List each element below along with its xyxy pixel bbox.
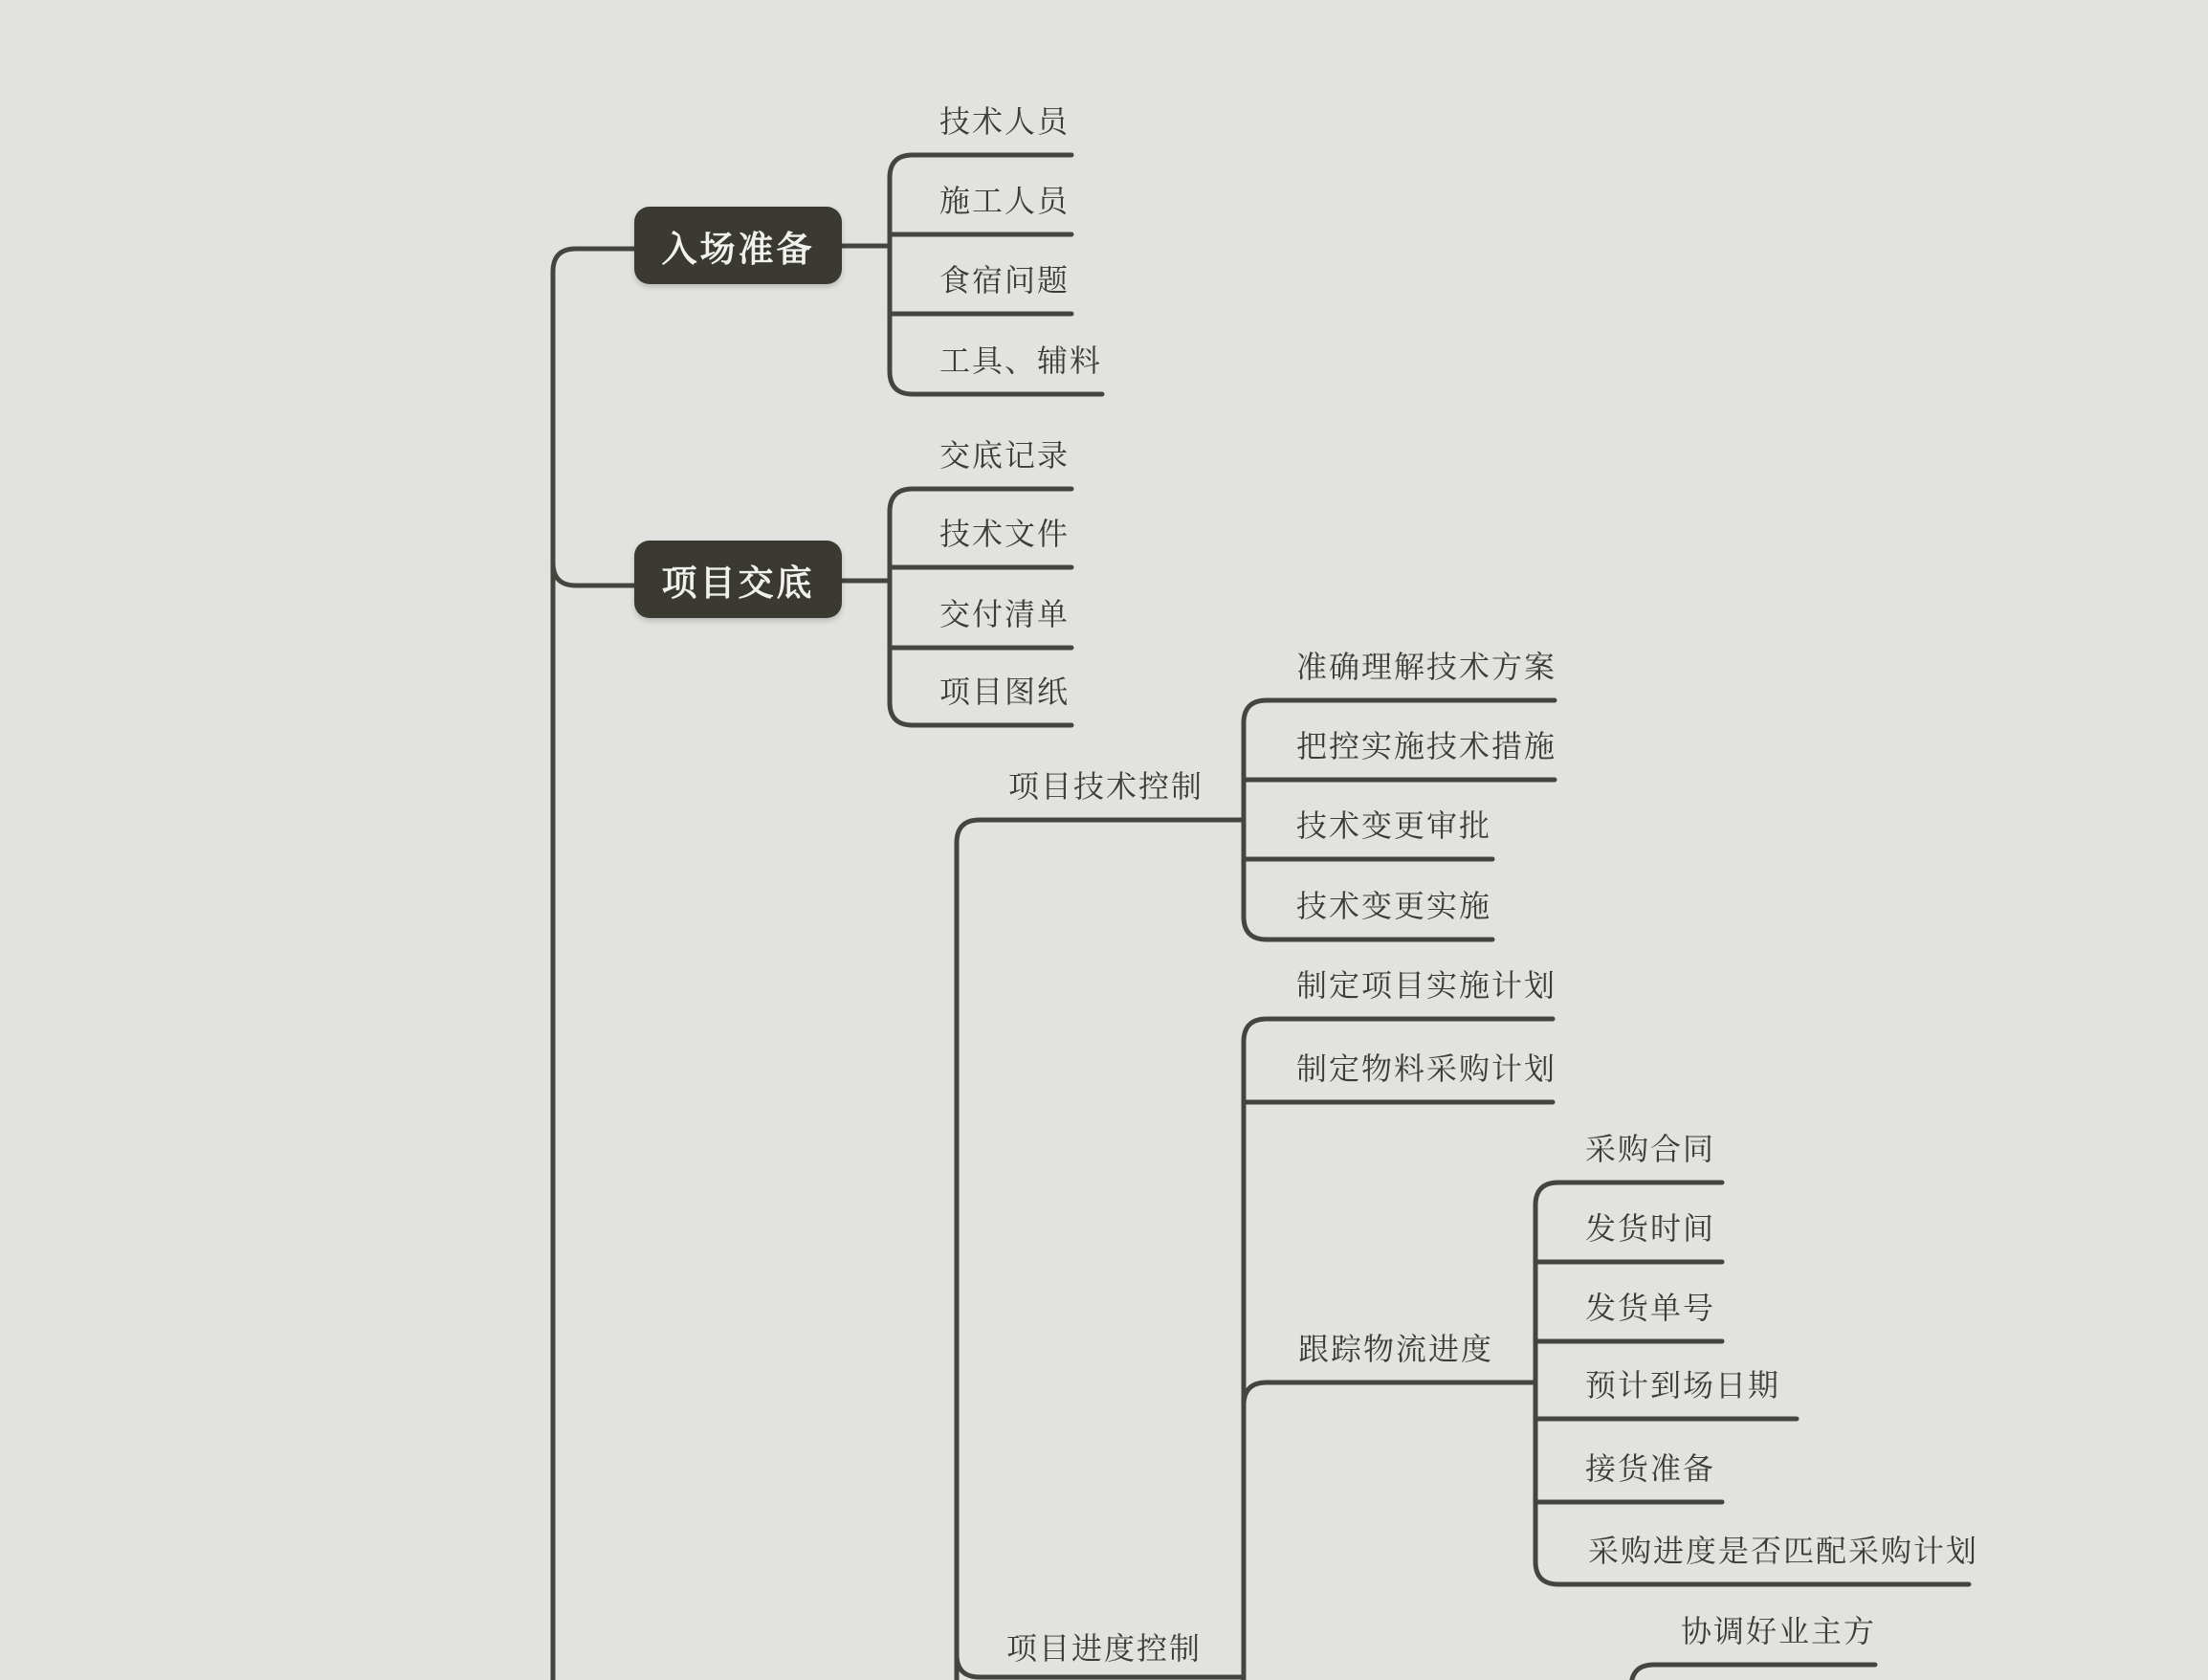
node-change-approval[interactable]: 技术变更审批 [1296, 808, 1492, 843]
node-technical-staff[interactable]: 技术人员 [939, 104, 1071, 139]
node-procurement-plan[interactable]: 制定物料采购计划 [1296, 1051, 1557, 1086]
node-track-logistics[interactable]: 跟踪物流进度 [1298, 1332, 1494, 1366]
node-technical-documents[interactable]: 技术文件 [939, 517, 1071, 551]
node-schedule-control[interactable]: 项目进度控制 [1006, 1631, 1203, 1666]
node-coordinate-owner[interactable]: 协调好业主方 [1681, 1614, 1877, 1648]
node-receiving-preparation[interactable]: 接货准备 [1585, 1451, 1716, 1486]
node-understand-technical-plan[interactable]: 准确理解技术方案 [1296, 650, 1557, 684]
node-technical-control[interactable]: 项目技术控制 [1008, 769, 1204, 804]
node-change-implementation[interactable]: 技术变更实施 [1296, 889, 1492, 923]
node-shipping-time[interactable]: 发货时间 [1585, 1211, 1716, 1246]
node-project-briefing[interactable]: 项目交底 [634, 541, 842, 618]
node-shipping-number[interactable]: 发货单号 [1585, 1291, 1716, 1325]
node-purchase-contract[interactable]: 采购合同 [1585, 1132, 1716, 1166]
node-briefing-record[interactable]: 交底记录 [939, 438, 1071, 473]
spine-fork-project-briefing [553, 563, 636, 586]
node-delivery-list[interactable]: 交付清单 [939, 597, 1071, 631]
node-construction-staff[interactable]: 施工人员 [939, 184, 1071, 218]
underline-coordinate-owner [1631, 1665, 1875, 1680]
spine-main [553, 249, 636, 1680]
underline-technical-control [957, 820, 1244, 1680]
node-control-technical-measures[interactable]: 把控实施技术措施 [1296, 729, 1557, 763]
node-tools-materials[interactable]: 工具、辅料 [939, 343, 1103, 378]
node-expected-arrival[interactable]: 预计到场日期 [1585, 1368, 1781, 1403]
node-entry-preparation[interactable]: 入场准备 [634, 207, 842, 284]
node-implementation-plan[interactable]: 制定项目实施计划 [1296, 968, 1557, 1003]
node-procurement-match-plan[interactable]: 采购进度是否匹配采购计划 [1588, 1534, 1979, 1568]
node-project-drawings[interactable]: 项目图纸 [939, 674, 1071, 709]
node-accommodation[interactable]: 食宿问题 [939, 263, 1071, 298]
underline-track-logistics [1244, 1382, 1534, 1405]
